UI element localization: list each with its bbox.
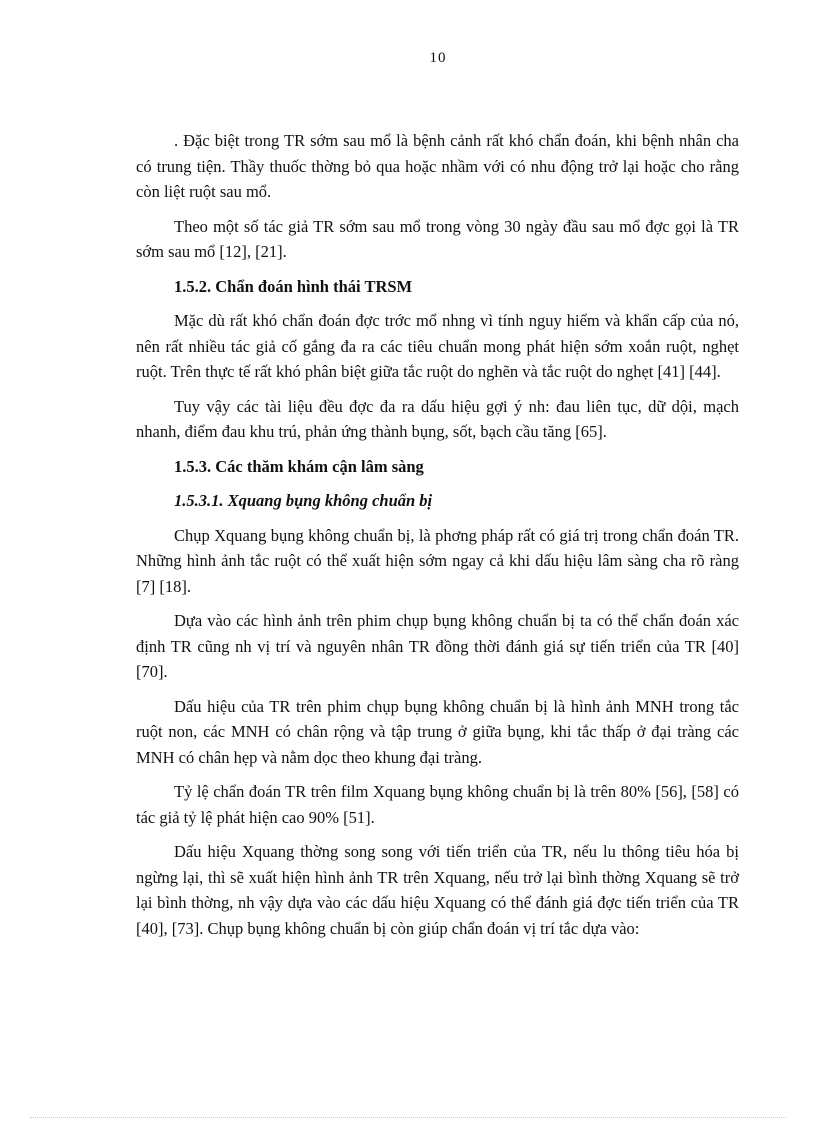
section-heading: 1.5.3. Các thăm khám cận lâm sàng — [174, 456, 424, 476]
paragraph: Dấu hiệu của TR trên phim chụp bụng không chuẩn bị là hình ảnh MNH trong tắc ruột non, các MNH có chân rộng và tập trung ở giữa bụng, khi tắc thấp ở đại tràng các MNH có chân hẹp và nằm dọc theo khung đại tràng. — [136, 696, 739, 767]
section-heading: 1.5.2. Chẩn đoán hình thái TRSM — [174, 276, 413, 296]
paragraph: Dựa vào các hình ảnh trên phim chụp bụng không chuẩn bị ta có thể chẩn đoán xác định TR cũng nh vị trí và nguyên nhân TR đồng thời đánh giá sự tiến triển của TR [40] [70]. — [136, 611, 739, 681]
paragraph: Chụp Xquang bụng không chuẩn bị, là phơng pháp rất có giá trị trong chẩn đoán TR. Những hình ảnh tắc ruột có thể xuất hiện sớm ngay cả khi dấu hiệu lâm sàng cha rõ ràng [7] [18]. — [136, 525, 739, 596]
paragraph: Dấu hiệu Xquang thờng song song với tiến triển của TR, nếu lu thông tiêu hóa bị ngừng lại, thì sẽ xuất hiện hình ảnh TR trên Xquang, nếu trở lại bình thờng Xquang sẽ trở lại bình thờng, nh vậy dựa vào các dấu hiệu Xquang có thể đánh giá đợc tiến triển của TR [40], [73]. Chụp bụng không chuẩn bị còn giúp chẩn đoán vị trí tắc dựa vào: — [136, 842, 739, 938]
page-number: 10 — [429, 50, 447, 66]
paragraph: Tuy vậy các tài liệu đều đợc đa ra dấu hiệu gợi ý nh: đau liên tục, dữ dội, mạch nhanh, điểm đau khu trú, phản ứng thành bụng, sốt, bạch cầu tăng [65]. — [136, 396, 739, 441]
paragraph: Tỷ lệ chẩn đoán TR trên film Xquang bụng không chuẩn bị là trên 80% [56], [58] có tác giả tỷ lệ phát hiện cao 90% [51]. — [136, 782, 739, 827]
page-bottom-divider — [30, 1117, 786, 1118]
paragraph: Mặc dù rất khó chẩn đoán đợc trớc mổ nhng vì tính nguy hiểm và khẩn cấp của nó, nên rất nhiều tác giả cố gắng đa ra các tiêu chuẩn mong phát hiện sớm xoắn ruột, nghẹt ruột. Trên thực tế rất khó phân biệt giữa tắc ruột do nghẽn và tắc ruột do nghẹt [41] [44]. — [136, 311, 739, 381]
subsection-heading: 1.5.3.1. Xquang bụng không chuẩn bị — [174, 491, 433, 510]
paragraph: . Đặc biệt trong TR sớm sau mổ là bệnh cảnh rất khó chẩn đoán, khi bệnh nhân cha có trung tiện. Thầy thuốc thờng bỏ qua hoặc nhầm với có nhu động trở lại hoặc cho rằng còn liệt ruột sau mổ. — [136, 131, 739, 201]
document-body — [136, 128, 739, 950]
paragraph: Theo một số tác giả TR sớm sau mổ trong vòng 30 ngày đầu sau mổ đợc gọi là TR sớm sau mổ [12], [21]. — [136, 216, 739, 261]
